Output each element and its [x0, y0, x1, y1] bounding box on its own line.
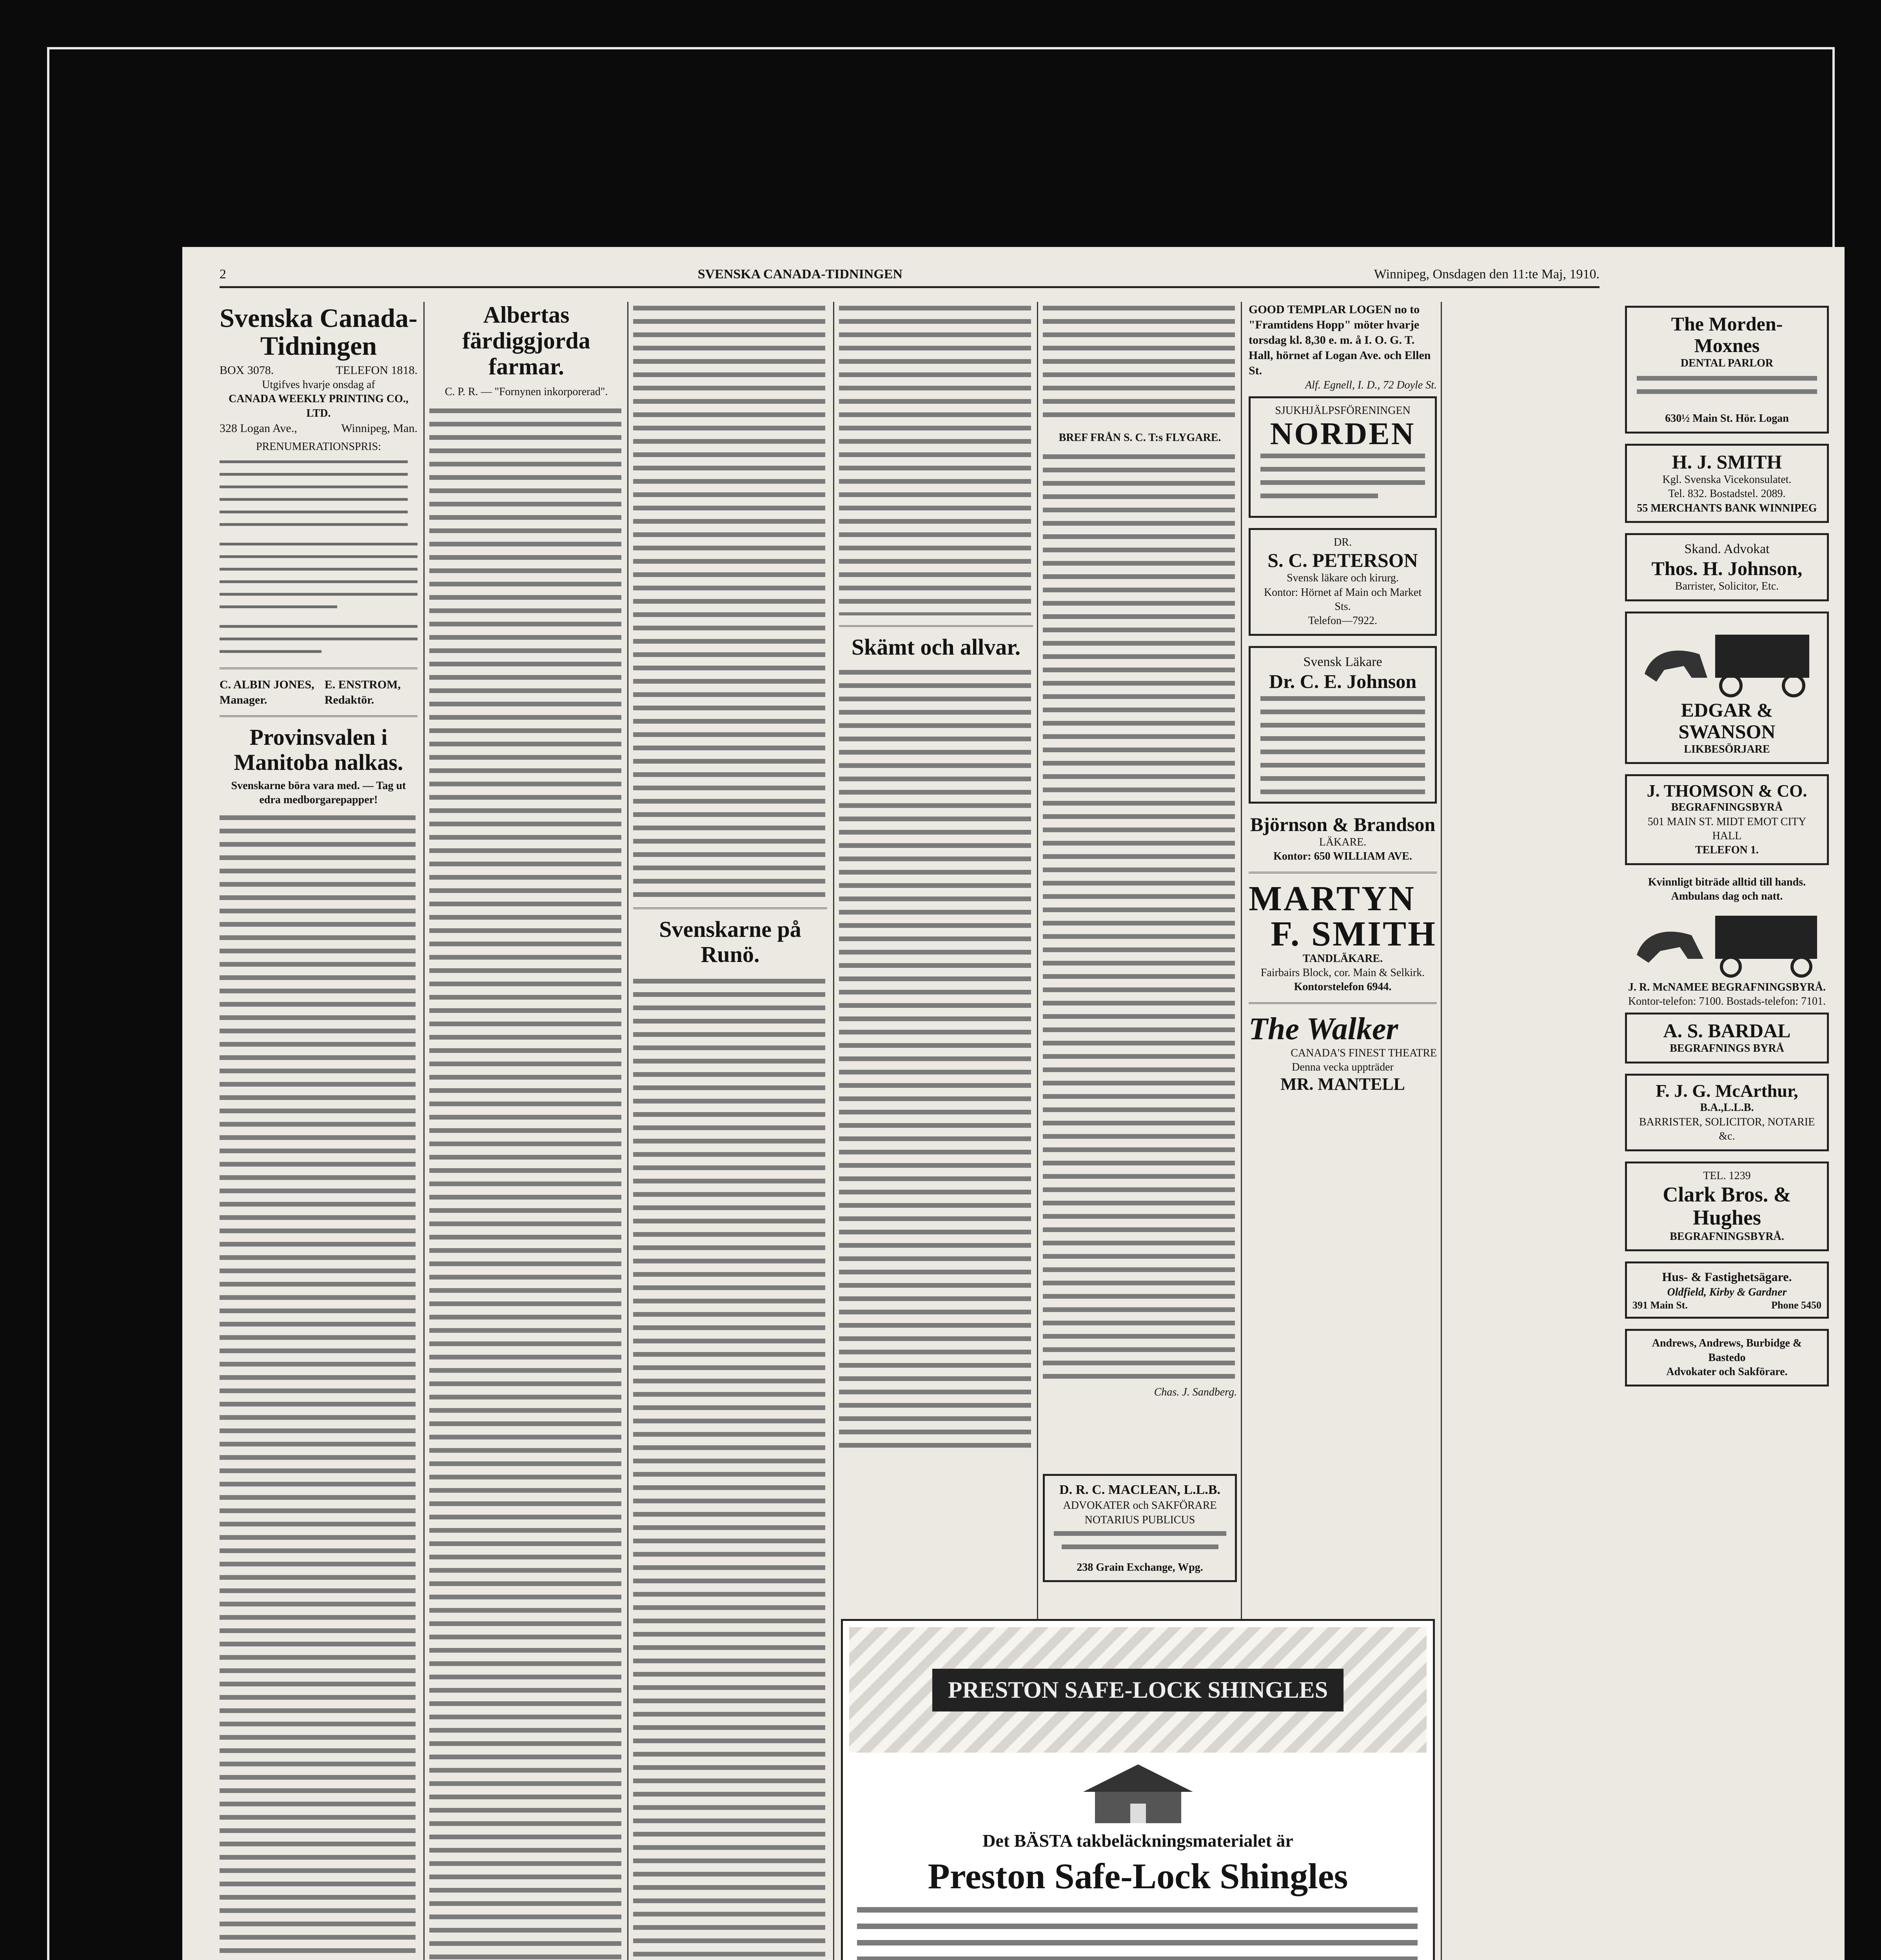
thos-subtitle: Barrister, Solicitor, Etc.	[1675, 580, 1779, 593]
martyn-office: Fairbairs Block, cor. Main & Selkirk.	[1260, 967, 1425, 979]
right-ad-column	[1625, 302, 1829, 1960]
contact-row	[220, 363, 418, 378]
bardal-subtitle: BEGRAFNINGS BYRÅ	[1670, 1042, 1784, 1055]
mcarthur-name: F. J. G. McArthur,	[1656, 1080, 1798, 1101]
publisher-name: CANADA WEEKLY PRINTING CO., LTD.	[229, 393, 409, 419]
norden-heading: SJUKHJÄLPSFÖRENINGEN	[1275, 405, 1411, 417]
publisher-intro: Utgifves hvarje onsdag af	[262, 378, 375, 391]
maclean-text	[1054, 1527, 1226, 1559]
mcnamee-note: Kvinnligt biträde alltid till hands. Ambulans dag och natt.	[1648, 876, 1806, 903]
thomson-telephone: TELEFON 1.	[1695, 844, 1759, 857]
column-5	[1043, 302, 1237, 1470]
johnson-name: Dr. C. E. Johnson	[1269, 670, 1417, 692]
newspaper-title: Svenska Canada-Tidningen	[220, 303, 418, 361]
house-icon	[1060, 1757, 1216, 1827]
subscription-text	[220, 454, 418, 658]
walker-logo: The Walker	[1249, 1011, 1398, 1046]
street-address: 328 Logan Ave.,	[220, 421, 297, 435]
templar-notice: GOOD TEMPLAR LOGEN no to "Framtidens Hopp" möter hvarje torsdag kl. 8,30 e. m. å I. O. G. T. Hall, hörnet af Logan Ave. och Ellen St.	[1249, 303, 1431, 377]
shingles-illustration	[849, 1627, 1427, 1753]
morden-name-2: Moxnes	[1694, 334, 1760, 356]
oldfield-name: Oldfield, Kirby & Gardner	[1667, 1286, 1787, 1298]
templar-signature: Alf. Egnell, I. D., 72 Doyle St.	[1305, 379, 1437, 391]
article-body	[839, 666, 1033, 1450]
norden-text	[1260, 450, 1425, 508]
thomson-name: J. THOMSON & CO.	[1647, 781, 1807, 800]
hsmith-telephone: Tel. 832. Bostadstel. 2089.	[1668, 488, 1786, 500]
oldfield-phone: Phone 5450	[1771, 1299, 1821, 1311]
peterson-name: S. C. PETERSON	[1267, 549, 1418, 572]
column-rule	[423, 302, 425, 1960]
thomson-address: 501 MAIN ST. MIDT EMOT CITY HALL	[1647, 815, 1807, 842]
letter-headline: BREF FRÅN S. C. T:s FLYGARE.	[1059, 432, 1221, 444]
preston-product: Preston Safe-Lock Shingles	[928, 1856, 1348, 1896]
bjornson-subtitle: LÄKARE.	[1319, 836, 1367, 848]
column-rule	[1441, 302, 1442, 1960]
morden-address: 630½ Main St. Hör. Logan	[1665, 412, 1789, 425]
bardal-name: A. S. BARDAL	[1663, 1020, 1791, 1042]
thomson-subtitle: BEGRAFNINGSBYRÅ	[1671, 801, 1783, 814]
bjornson-office: Kontor: 650 WILLIAM AVE.	[1273, 850, 1412, 863]
manager: C. ALBIN JONES, Manager.	[220, 678, 314, 707]
oldfield-contact-row	[1632, 1299, 1821, 1311]
johnson-heading: Svensk Läkare	[1303, 654, 1382, 669]
page-number: 2	[220, 267, 226, 281]
column-3	[633, 302, 827, 1960]
preston-logo: PRESTON SAFE-LOCK SHINGLES	[932, 1669, 1344, 1711]
peterson-office: Kontor: Hörnet af Main och Market Sts.	[1264, 586, 1422, 613]
telephone: TELEFON 1818.	[336, 363, 418, 377]
box-number: BOX 3078.	[220, 363, 274, 377]
norden-title: NORDEN	[1270, 416, 1416, 451]
article-body	[839, 302, 1033, 615]
bjornson-name: Björnson & Brandson	[1250, 813, 1436, 835]
article-subhead: Svenskarne böra vara med. — Tag ut edra medborgarepapper!	[231, 779, 406, 806]
masthead: SVENSKA CANADA-TIDNINGEN	[697, 267, 903, 281]
preston-ad	[841, 1611, 1435, 1960]
clark-subtitle: BEGRAFNINGSBYRÅ.	[1670, 1230, 1784, 1243]
edgar-name-1: EDGAR &	[1681, 699, 1773, 721]
article-headline: Svenskarne på Runö.	[659, 916, 801, 967]
andrews-subtitle: Advokater och Sakförare.	[1666, 1365, 1788, 1378]
letter-signature: Chas. J. Sandberg.	[1154, 1386, 1237, 1399]
mcnamee-telephone: Kontor-telefon: 7100. Bostads-telefon: 7101.	[1628, 995, 1826, 1008]
dateline: Winnipeg, Onsdagen den 11:te Maj, 1910.	[1374, 267, 1600, 281]
peterson-telephone: Telefon—7922.	[1308, 615, 1378, 627]
article-body	[1043, 302, 1237, 423]
thos-name: Thos. H. Johnson,	[1651, 557, 1803, 580]
mcarthur-degree: B.A.,L.L.B.	[1700, 1102, 1754, 1114]
martyn-name-1: MARTYN	[1249, 879, 1416, 918]
maclean-subtitle: ADVOKATER och SAKFÖRARE NOTARIUS PUBLICUS	[1063, 1499, 1217, 1526]
mcarthur-subtitle: BARRISTER, SOLICITOR, NOTARIE &c.	[1639, 1116, 1815, 1143]
page-header	[220, 263, 1600, 288]
column-2	[429, 302, 623, 1960]
walker-actor: MR. MANTELL	[1280, 1074, 1405, 1094]
column-4	[839, 302, 1033, 1470]
morden-text	[1637, 370, 1817, 410]
address-row	[220, 421, 418, 436]
peterson-subtitle: Svensk läkare och kirurg.	[1287, 572, 1399, 584]
morden-name-1: The Morden-	[1671, 313, 1783, 335]
martyn-name-2: F. SMITH	[1271, 914, 1437, 953]
maclean-name: D. R. C. MACLEAN, L.L.B.	[1059, 1483, 1220, 1497]
article-body	[633, 975, 827, 1960]
article-body	[220, 811, 418, 1960]
article-headline: Provinsvalen i Manitoba nalkas.	[234, 724, 403, 775]
article-subhead: C. P. R. — "Fornynen inkorporerad".	[445, 386, 608, 398]
column-1	[220, 302, 418, 1960]
preston-tagline: Det BÄSTA takbeläckningsmaterialet är	[982, 1831, 1293, 1851]
column-6	[1249, 302, 1437, 1595]
city: Winnipeg, Man.	[341, 421, 418, 435]
hus-heading: Hus- & Fastighetsägare.	[1662, 1270, 1792, 1284]
hearse-icon	[1625, 904, 1829, 978]
johnson-text	[1260, 692, 1425, 794]
article-headline: Albertas färdiggjorda farmar.	[462, 302, 590, 379]
article-body	[633, 302, 827, 898]
maclean-address: 238 Grain Exchange, Wpg.	[1077, 1561, 1203, 1573]
newspaper-page	[182, 247, 1845, 1960]
edgar-subtitle: LIKBESÖRJARE	[1684, 743, 1770, 755]
oldfield-address: 391 Main St.	[1632, 1299, 1688, 1311]
hsmith-address: 55 MERCHANTS BANK WINNIPEG	[1637, 502, 1817, 514]
walker-week: Denna vecka uppträder	[1292, 1061, 1394, 1074]
martyn-telephone: Kontorstelefon 6944.	[1294, 981, 1392, 993]
hearse-icon	[1637, 619, 1817, 697]
morden-subtitle: DENTAL PARLOR	[1680, 357, 1774, 369]
martyn-subtitle: TANDLÄKARE.	[1302, 952, 1383, 965]
maclean-ad	[1043, 1474, 1237, 1603]
hsmith-name: H. J. SMITH	[1672, 450, 1782, 473]
column-rule	[627, 302, 628, 1960]
staff-row	[220, 677, 418, 708]
preston-body	[849, 1902, 1425, 1960]
edgar-name-2: SWANSON	[1678, 720, 1776, 742]
hsmith-subtitle: Kgl. Svenska Vicekonsulatet.	[1662, 473, 1792, 486]
andrews-name: Andrews, Andrews, Burbidge & Bastedo	[1652, 1337, 1802, 1364]
article-body	[429, 405, 623, 1960]
column-rule	[833, 302, 834, 1960]
letter-body	[1043, 450, 1237, 1383]
walker-subtitle: CANADA'S FINEST THEATRE	[1291, 1047, 1437, 1059]
mcnamee-name: J. R. McNAMEE BEGRAFNINGSBYRÅ.	[1628, 981, 1826, 993]
clark-telephone: TEL. 1239	[1703, 1169, 1751, 1182]
advokat-heading: Skand. Advokat	[1684, 541, 1770, 556]
editor: E. ENSTROM, Redaktör.	[324, 678, 401, 707]
subscription-heading: PRENUMERATIONSPRIS:	[256, 440, 381, 453]
peterson-title: DR.	[1334, 536, 1352, 548]
article-headline: Skämt och allvar.	[851, 634, 1021, 660]
clark-name: Clark Bros. & Hughes	[1663, 1182, 1791, 1230]
